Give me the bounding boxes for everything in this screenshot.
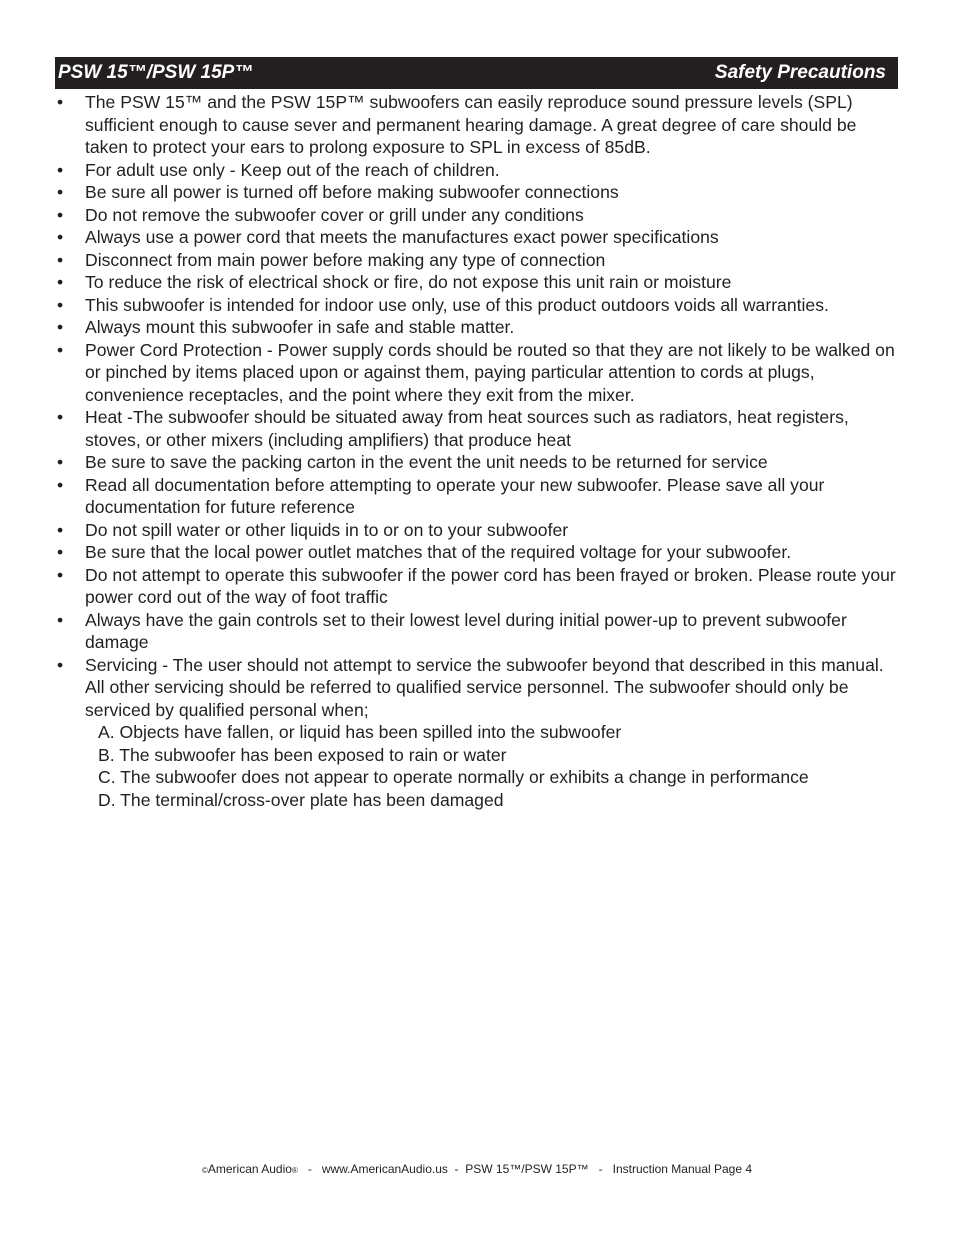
list-item: [57, 91, 902, 159]
list-item-text: This subwoofer is intended for indoor use only, use of this product outdoors voids all warranties.: [85, 294, 829, 315]
list-item: [57, 339, 902, 407]
footer-separator: -: [297, 1162, 322, 1176]
footer-company: American Audio: [207, 1162, 292, 1176]
bullet-icon: •: [57, 654, 64, 675]
bullet-icon: •: [57, 564, 64, 585]
list-item: [57, 519, 902, 542]
list-item-text: Be sure all power is turned off before making subwoofer connections: [85, 182, 619, 202]
servicing-condition-item: C. The subwoofer does not appear to operate normally or exhibits a change in performance: [98, 767, 809, 787]
section-header-bar: [55, 57, 898, 89]
list-item-text: Be sure that the local power outlet matches that of the required voltage for your subwoofer.: [85, 542, 792, 562]
list-item: [57, 249, 902, 272]
list-item-text: Disconnect from main power before making any type of connection: [85, 249, 606, 270]
section-title: Safety Precautions: [714, 62, 886, 83]
list-item-text: Always mount this subwoofer in safe and stable matter.: [85, 317, 515, 337]
footer-separator: -: [447, 1162, 466, 1176]
page-footer: [0, 1162, 954, 1176]
list-item: [57, 406, 902, 451]
list-item: [57, 474, 902, 519]
list-item-text: To reduce the risk of electrical shock or fire, do not expose this unit rain or moisture: [85, 272, 732, 292]
servicing-condition-item: B. The subwoofer has been exposed to rain or water: [98, 744, 507, 765]
bullet-icon: •: [57, 294, 64, 315]
list-item-text: The PSW 15™ and the PSW 15P™ subwoofers can easily reproduce sound pressure levels (SPL) sufficient enough to cause sever and permanent hearing damage. A great degree of care should be taken to protect your ears to prolong exposure to SPL in excess of 85dB.: [85, 92, 857, 157]
bullet-icon: •: [57, 272, 64, 292]
list-item: [57, 654, 902, 722]
list-item: [57, 294, 902, 317]
list-item-text: Do not attempt to operate this subwoofer if the power cord has been frayed or broken. Please route your power cord out of the way of foot traffic: [85, 564, 896, 607]
bullet-icon: •: [57, 249, 64, 270]
bullet-icon: •: [57, 227, 64, 247]
bullet-icon: •: [57, 159, 64, 180]
list-item: [57, 564, 902, 609]
servicing-condition-item: D. The terminal/cross-over plate has been damaged: [98, 789, 504, 810]
list-item: [57, 541, 902, 564]
bullet-icon: •: [57, 474, 64, 495]
list-item: [57, 609, 902, 654]
list-item-text: Always have the gain controls set to their lowest level during initial power-up to prevent subwoofer damage: [85, 609, 847, 652]
list-item: [57, 181, 902, 204]
footer-model: PSW 15™/PSW 15P™: [465, 1162, 589, 1176]
bullet-icon: •: [57, 542, 64, 562]
bullet-icon: •: [57, 452, 64, 472]
bullet-icon: •: [57, 317, 64, 337]
product-title: PSW 15™/PSW 15P™: [58, 62, 254, 83]
servicing-conditions-list: [57, 721, 902, 811]
bullet-icon: •: [57, 519, 64, 540]
list-item-text: Power Cord Protection - Power supply cords should be routed so that they are not likely to be walked on or pinched by items placed upon or against them, paying particular attention to cords at plugs, convenience receptacles, and the point where they exit from the mixer.: [85, 339, 895, 405]
registered-symbol: ®: [291, 1166, 298, 1175]
footer-separator: -: [588, 1162, 613, 1176]
precautions-list: [57, 91, 902, 721]
list-item-text: Read all documentation before attempting to operate your new subwoofer. Please save all your documentation for future reference: [85, 474, 825, 517]
list-item-text: Be sure to save the packing carton in the event the unit needs to be returned for service: [85, 452, 768, 472]
list-item-text: Always use a power cord that meets the manufactures exact power specifications: [85, 227, 719, 247]
bullet-icon: •: [57, 204, 64, 225]
list-item: [57, 204, 902, 227]
bullet-icon: •: [57, 339, 64, 360]
list-item-text: Do not spill water or other liquids in to or on to your subwoofer: [85, 519, 569, 540]
footer-website: www.AmericanAudio.us: [321, 1162, 448, 1176]
list-item: [57, 159, 902, 182]
safety-precautions-content: [57, 91, 902, 811]
bullet-icon: •: [57, 182, 64, 202]
bullet-icon: •: [57, 609, 64, 630]
footer-page-label: Instruction Manual Page 4: [612, 1162, 753, 1176]
list-item: [57, 226, 902, 249]
list-item: [57, 451, 902, 474]
list-item-text: Do not remove the subwoofer cover or grill under any conditions: [85, 204, 584, 225]
list-item-text: For adult use only - Keep out of the reach of children.: [85, 159, 500, 180]
list-item-text: Servicing - The user should not attempt to service the subwoofer beyond that described in this manual. All other servicing should be referred to qualified service personnel. The subwoofer should only be serviced by qualified personal when;: [85, 654, 884, 720]
copyright-symbol: ©: [201, 1166, 208, 1175]
list-item-text: Heat -The subwoofer should be situated away from heat sources such as radiators, heat registers, stoves, or other mixers (including amplifiers) that produce heat: [85, 407, 849, 450]
bullet-icon: •: [57, 407, 64, 427]
bullet-icon: •: [57, 92, 64, 112]
servicing-condition-item: A. Objects have fallen, or liquid has been spilled into the subwoofer: [98, 722, 622, 742]
list-item: [57, 316, 902, 339]
list-item: [57, 271, 902, 294]
